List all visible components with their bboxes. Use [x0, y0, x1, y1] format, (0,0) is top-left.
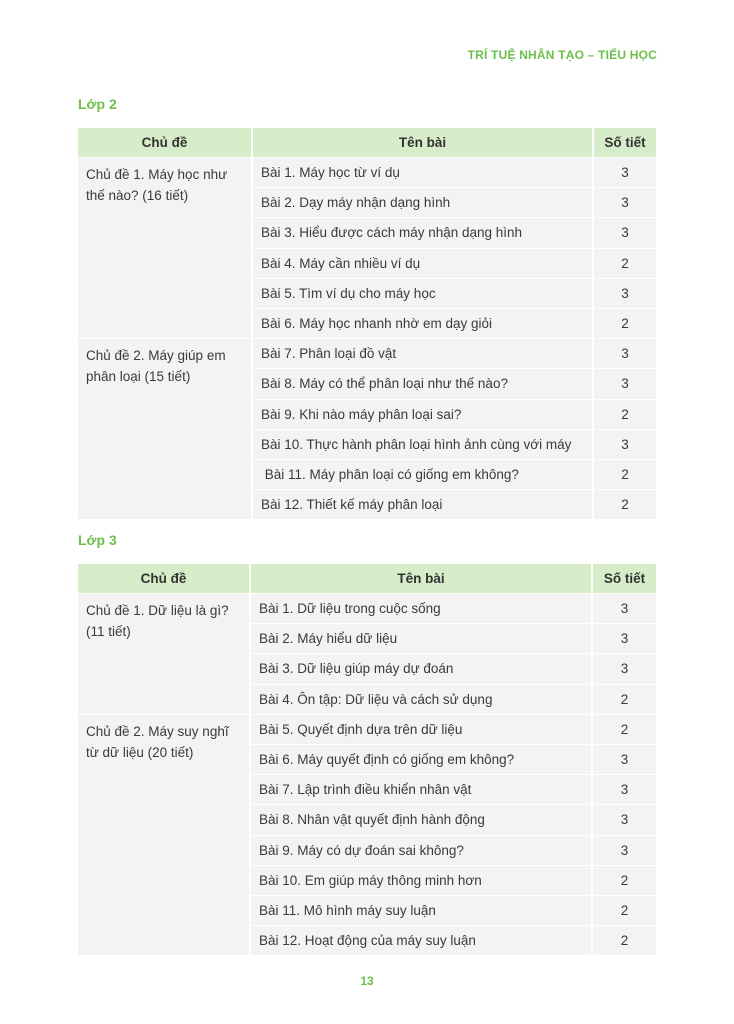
section-title-grade-2: Lớp 2 [78, 96, 117, 112]
column-header-periods: Số tiết [592, 564, 656, 594]
section-title-grade-3: Lớp 3 [78, 532, 117, 548]
table-row [78, 714, 656, 744]
periods-cell: 2 [592, 714, 656, 744]
lesson-title-cell: Bài 1. Máy học từ ví dụ [252, 158, 593, 188]
lesson-title-cell: Bài 8. Nhân vật quyết định hành động [250, 805, 592, 835]
lesson-title-cell: Bài 4. Máy cần nhiều ví dụ [252, 248, 593, 278]
periods-cell: 3 [592, 654, 656, 684]
lesson-title-cell: Bài 12. Thiết kế máy phân loại [252, 490, 593, 520]
lesson-title-cell: Bài 7. Lập trình điều khiển nhân vật [250, 775, 592, 805]
lesson-title-cell: Bài 6. Máy học nhanh nhờ em dạy giỏi [252, 308, 593, 338]
column-header-topic: Chủ đề [78, 564, 250, 594]
lesson-title-cell: Bài 3. Dữ liệu giúp máy dự đoán [250, 654, 592, 684]
periods-cell: 2 [593, 308, 656, 338]
lesson-title-cell: Bài 9. Khi nào máy phân loại sai? [252, 399, 593, 429]
periods-cell: 3 [593, 218, 656, 248]
lesson-title-cell: Bài 3. Hiểu được cách máy nhận dạng hình [252, 218, 593, 248]
periods-cell: 3 [593, 429, 656, 459]
lesson-title-cell: Bài 4. Ôn tập: Dữ liệu và cách sử dụng [250, 684, 592, 714]
table-header-row [78, 564, 656, 594]
topic-cell: Chủ đề 2. Máy suy nghĩ từ dữ liệu (20 tiết) [78, 714, 250, 955]
column-header-periods: Số tiết [593, 128, 656, 158]
topic-cell: Chủ đề 1. Máy học như thế nào? (16 tiết) [78, 158, 252, 339]
lesson-title-cell: Bài 10. Thực hành phân loại hình ảnh cùng với máy [252, 429, 593, 459]
periods-cell: 2 [593, 459, 656, 489]
periods-cell: 2 [593, 490, 656, 520]
periods-cell: 3 [592, 835, 656, 865]
lesson-title-cell: Bài 7. Phân loại đồ vật [252, 339, 593, 369]
column-header-lesson: Tên bài [252, 128, 593, 158]
periods-cell: 3 [592, 594, 656, 624]
running-header: TRÍ TUỆ NHÂN TẠO – TIỂU HỌC [467, 48, 657, 62]
column-header-lesson: Tên bài [250, 564, 592, 594]
table-row [78, 158, 656, 188]
lesson-title-cell: Bài 10. Em giúp máy thông minh hơn [250, 865, 592, 895]
lesson-title-cell: Bài 11. Mô hình máy suy luận [250, 895, 592, 925]
lesson-title-cell: Bài 5. Quyết định dựa trên dữ liệu [250, 714, 592, 744]
periods-cell: 3 [593, 188, 656, 218]
lesson-title-cell: Bài 8. Máy có thể phân loại như thế nào? [252, 369, 593, 399]
table-header-row [78, 128, 656, 158]
periods-cell: 3 [593, 158, 656, 188]
curriculum-table-grade-3 [78, 564, 656, 955]
periods-cell: 2 [593, 399, 656, 429]
periods-cell: 3 [593, 339, 656, 369]
lesson-title-cell: Bài 1. Dữ liệu trong cuộc sống [250, 594, 592, 624]
periods-cell: 3 [592, 805, 656, 835]
table-row [78, 339, 656, 369]
table-row [78, 594, 656, 624]
topic-cell: Chủ đề 1. Dữ liệu là gì? (11 tiết) [78, 594, 250, 715]
lesson-title-cell: Bài 5. Tìm ví dụ cho máy học [252, 278, 593, 308]
lesson-title-cell: Bài 2. Máy hiểu dữ liệu [250, 624, 592, 654]
periods-cell: 2 [592, 926, 656, 956]
curriculum-table-grade-2 [78, 128, 656, 519]
periods-cell: 3 [592, 624, 656, 654]
topic-cell: Chủ đề 2. Máy giúp em phân loại (15 tiết) [78, 339, 252, 520]
lesson-title-cell: Bài 2. Dạy máy nhận dạng hình [252, 188, 593, 218]
periods-cell: 2 [592, 684, 656, 714]
periods-cell: 2 [592, 895, 656, 925]
lesson-title-cell: Bài 6. Máy quyết định có giống em không? [250, 744, 592, 774]
periods-cell: 2 [592, 865, 656, 895]
periods-cell: 3 [592, 744, 656, 774]
periods-cell: 3 [593, 278, 656, 308]
periods-cell: 3 [593, 369, 656, 399]
periods-cell: 2 [593, 248, 656, 278]
lesson-title-cell: Bài 9. Máy có dự đoán sai không? [250, 835, 592, 865]
lesson-title-cell: Bài 11. Máy phân loại có giống em không? [252, 459, 593, 489]
column-header-topic: Chủ đề [78, 128, 252, 158]
page-number: 13 [360, 974, 374, 988]
lesson-title-cell: Bài 12. Hoạt động của máy suy luận [250, 926, 592, 956]
periods-cell: 3 [592, 775, 656, 805]
